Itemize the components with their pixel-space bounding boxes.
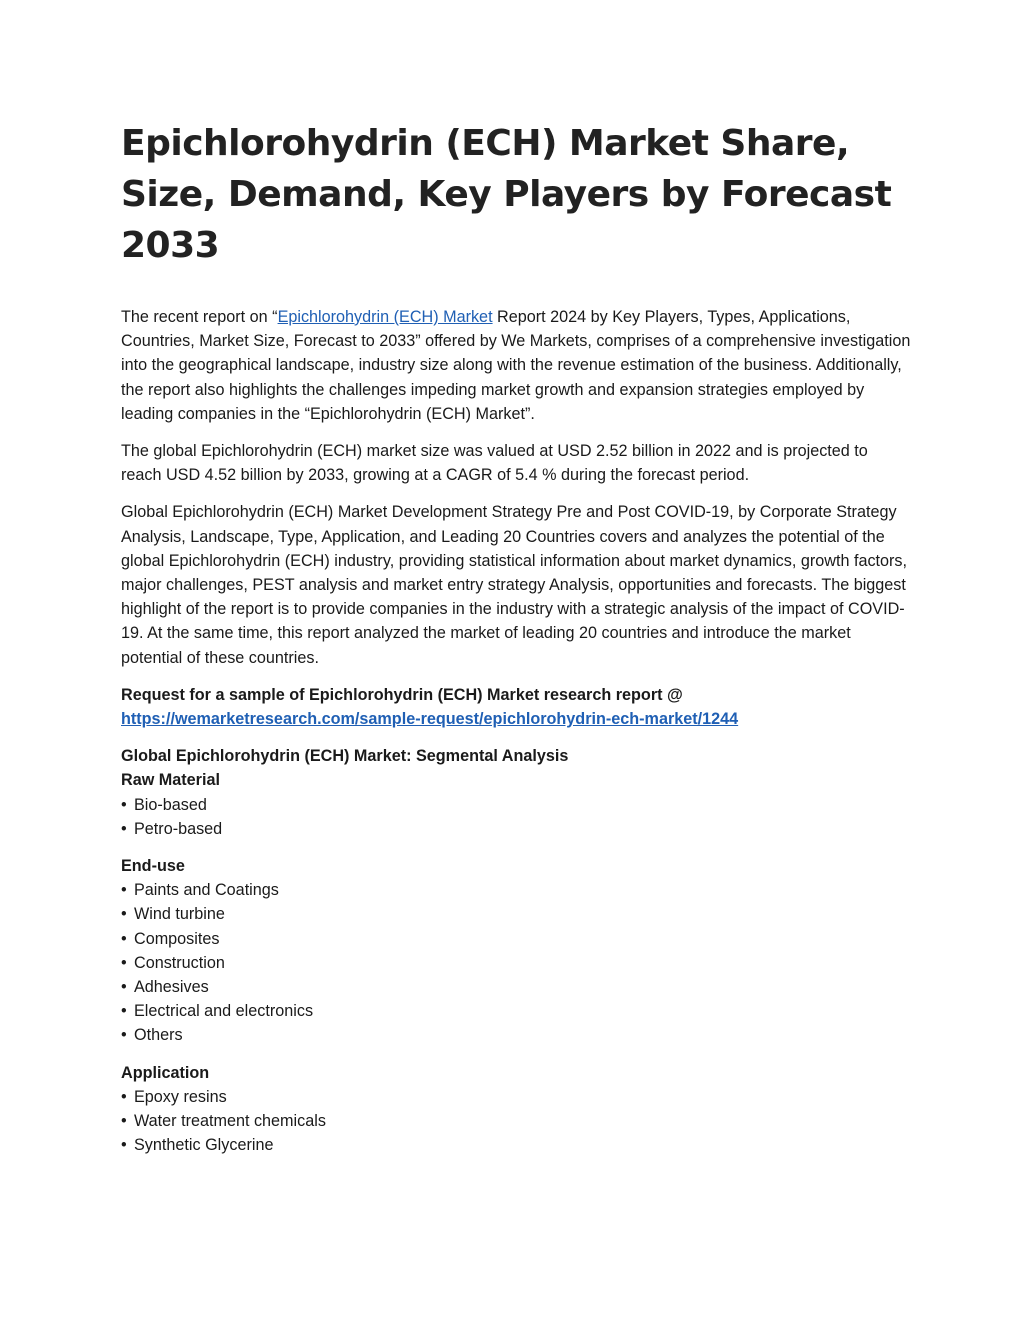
list-item [121, 793, 911, 817]
raw-material-heading: Raw Material [121, 771, 220, 790]
end-use-list [121, 878, 911, 1047]
bullet-icon: • [121, 819, 127, 838]
list-item-label: Composites [134, 929, 220, 948]
list-item-label: Synthetic Glycerine [134, 1136, 274, 1155]
end-use-heading: End-use [121, 857, 185, 876]
raw-material-list [121, 793, 911, 841]
list-item-label: Paints and Coatings [134, 881, 279, 900]
bullet-icon: • [121, 1026, 127, 1045]
list-item [121, 878, 911, 902]
document-title: Epichlorohydrin (ECH) Market Share, Size, Demand, Key Players by Forecast 2033 [121, 123, 892, 266]
application-list [121, 1085, 911, 1158]
list-item-label: Others [134, 1026, 183, 1045]
list-item-label: Adhesives [134, 978, 209, 997]
bullet-icon: • [121, 929, 127, 948]
list-item [121, 951, 911, 975]
bullet-icon: • [121, 978, 127, 997]
list-item-label: Water treatment chemicals [134, 1112, 326, 1131]
intro-text-after-link: Report 2024 by Key Players, Types, Applications, Countries, Market Size, Forecast to 2033” offered by We Markets, comprises of a comprehensive investigation into the geographical landscape, industry size along with the revenue estimation of the business. Additionally, the report also highlights the challenges impeding market growth and expansion strategies employed by leading companies in the “Epichlorohydrin (ECH) Market”. [121, 308, 911, 423]
sample-request-link[interactable]: https://wemarketresearch.com/sample-request/epichlorohydrin-ech-market/1244 [121, 710, 739, 729]
list-item [121, 1023, 911, 1047]
bullet-icon: • [121, 1087, 127, 1106]
end-use-section [121, 854, 911, 1048]
list-item-label: Epoxy resins [134, 1087, 227, 1106]
bullet-icon: • [121, 881, 127, 900]
list-item [121, 1133, 911, 1157]
list-item [121, 1085, 911, 1109]
intro-text-before-link: The recent report on “ [121, 308, 278, 326]
list-item-label: Bio-based [134, 795, 207, 814]
intro-paragraph [121, 305, 911, 426]
bullet-icon: • [121, 905, 127, 924]
list-item [121, 927, 911, 951]
list-item [121, 999, 911, 1023]
list-item-label: Construction [134, 953, 225, 972]
application-section [121, 1061, 911, 1158]
market-size-paragraph: The global Epichlorohydrin (ECH) market size was valued at USD 2.52 billion in 2022 and is projected to reach USD 4.52 billion by 2033, growing at a CAGR of 5.4 % during the forecast period. [121, 442, 868, 485]
list-item [121, 975, 911, 999]
list-item-label: Wind turbine [134, 905, 225, 924]
document-body [121, 305, 911, 1171]
list-item-label: Electrical and electronics [134, 1002, 314, 1021]
list-item [121, 817, 911, 841]
segmental-analysis-heading: Global Epichlorohydrin (ECH) Market: Segmental Analysis [121, 747, 569, 766]
sample-request-label: Request for a sample of Epichlorohydrin (ECH) Market research report @ [121, 685, 683, 704]
list-item-label: Petro-based [134, 819, 223, 838]
bullet-icon: • [121, 1112, 127, 1131]
list-item [121, 1109, 911, 1133]
sample-request-block [121, 683, 911, 731]
bullet-icon: • [121, 953, 127, 972]
bullet-icon: • [121, 1136, 127, 1155]
bullet-icon: • [121, 1002, 127, 1021]
development-strategy-paragraph: Global Epichlorohydrin (ECH) Market Development Strategy Pre and Post COVID-19, by Corporate Strategy Analysis, Landscape, Type, Application, and Leading 20 Countries covers and analyzes the potential of the global Epichlorohydrin (ECH) industry, providing statistical information about market dynamics, growth factors, major challenges, PEST analysis and market entry strategy Analysis, opportunities and forecasts. The biggest highlight of the report is to provide companies in the industry with a strategic analysis of the impact of COVID-19. At the same time, this report analyzed the market of leading 20 countries and introduce the market potential of these countries. [121, 503, 908, 667]
application-heading: Application [121, 1063, 210, 1082]
raw-material-section [121, 744, 911, 841]
market-report-link[interactable]: Epichlorohydrin (ECH) Market [277, 308, 493, 326]
list-item [121, 902, 911, 926]
bullet-icon: • [121, 795, 127, 814]
